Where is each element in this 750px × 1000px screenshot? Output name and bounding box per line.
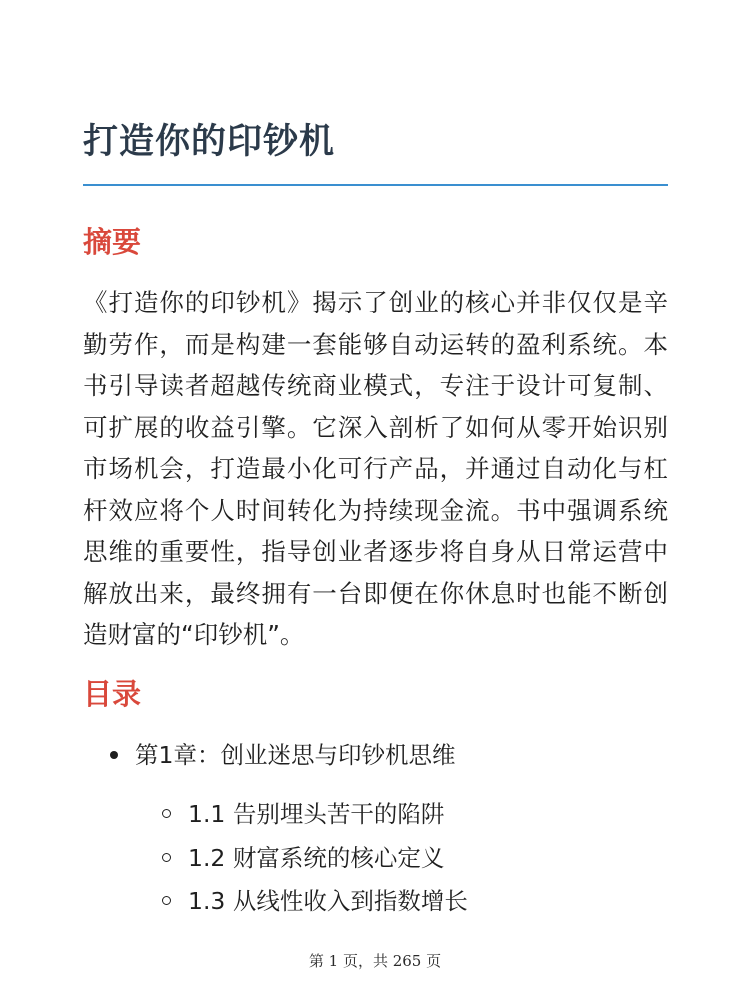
document-title: 打造你的印钞机 xyxy=(83,122,336,162)
summary-paragraph: 《打造你的印钞机》揭示了创业的核心并非仅仅是辛勤劳作，而是构建一套能够自动运转的盈利系统。本书引导读者超越传统商业模式，专注于设计可复制、可扩展的收益引擎。它深入剖析了如何从零开始识别市场机会，打造最小化可行产品，并通过自动化与杠杆效应将个人时间转化为持续现金流。书中强调系统思维的重要性，指导创业者逐步将自身从日常运营中解放出来，最终拥有一台即便在你休息时也能不断创造财富的“印钞机”。 xyxy=(83,288,668,649)
toc-chapter-label: 第1章：创业迷思与印钞机思维 xyxy=(135,741,456,769)
toc-heading: 目录 xyxy=(83,677,142,711)
page-number-footer: 第 1 页，共 265 页 xyxy=(308,952,442,970)
summary-heading: 摘要 xyxy=(83,225,142,259)
bullet-circle-icon xyxy=(162,896,171,905)
toc-section-label: 1.3 从线性收入到指数增长 xyxy=(188,887,468,915)
bullet-disc-icon xyxy=(110,751,118,759)
toc-section-label: 1.2 财富系统的核心定义 xyxy=(188,844,445,872)
toc-section-label: 1.1 告别埋头苦干的陷阱 xyxy=(188,800,445,828)
bullet-circle-icon xyxy=(162,809,171,818)
bullet-circle-icon xyxy=(162,853,171,862)
title-divider xyxy=(83,184,668,186)
